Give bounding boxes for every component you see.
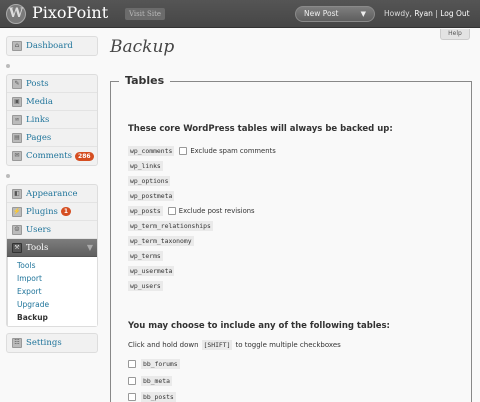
- core-table-row: [128, 250, 163, 261]
- logout-link[interactable]: Log Out: [440, 9, 470, 18]
- core-table-row: [128, 220, 213, 231]
- chevron-down-icon[interactable]: ▼: [86, 243, 93, 252]
- site-title: PixoPoint: [32, 3, 109, 22]
- submenu-item-upgrade[interactable]: Upgrade: [17, 300, 50, 309]
- optional-table-row: [128, 375, 172, 386]
- table-name: wp_postmeta: [130, 191, 173, 200]
- exclude-spam-checkbox[interactable]: [179, 147, 187, 155]
- optional-tables-heading: You may choose to include any of the following tables:: [128, 321, 390, 331]
- submenu-item-import[interactable]: Import: [17, 274, 42, 283]
- menu-label-settings: Settings: [26, 338, 62, 348]
- menu-label-tools: Tools: [26, 242, 49, 253]
- comment-icon: ✉: [12, 151, 22, 161]
- plugins-update-badge: 1: [61, 207, 71, 216]
- submenu-item-backup[interactable]: Backup: [17, 313, 48, 322]
- optional-table-row: [128, 358, 180, 369]
- menu-item-tools[interactable]: [7, 239, 97, 257]
- exclude-revisions-label[interactable]: Exclude post revisions: [178, 206, 255, 215]
- admin-sidebar: [6, 36, 98, 359]
- menu-label-users: Users: [26, 224, 51, 235]
- users-icon: ☺: [12, 225, 22, 235]
- appearance-icon: ◧: [12, 189, 22, 199]
- table-checkbox[interactable]: [128, 360, 136, 368]
- core-table-row: [128, 265, 174, 276]
- menu-group-dashboard: [6, 36, 98, 56]
- pages-icon: ▤: [12, 133, 22, 143]
- table-name: wp_term_taxonomy: [130, 236, 192, 245]
- table-checkbox[interactable]: [128, 377, 136, 385]
- table-name: wp_term_relationships: [130, 221, 211, 230]
- dashboard-icon: ⌂: [12, 41, 22, 51]
- media-icon: ▣: [12, 97, 22, 107]
- tools-icon: ⚒: [12, 243, 22, 253]
- new-post-dropdown[interactable]: [295, 6, 375, 22]
- pin-icon: ✎: [12, 79, 22, 89]
- core-tables-heading: These core WordPress tables will always be backed up:: [128, 124, 393, 134]
- link-icon: ∞: [12, 115, 22, 125]
- menu-label-posts: Posts: [26, 78, 49, 89]
- table-checkbox[interactable]: [128, 393, 136, 401]
- menu-separator: [6, 62, 98, 68]
- menu-label-appearance: Appearance: [26, 188, 78, 199]
- hint-text-before: Click and hold down: [128, 341, 199, 349]
- menu-item-pages[interactable]: [7, 129, 97, 147]
- table-name[interactable]: bb_meta: [143, 376, 170, 385]
- table-name: wp_options: [130, 176, 169, 185]
- greeting-separator: |: [435, 9, 438, 18]
- visit-site-button[interactable]: Visit Site: [125, 8, 165, 20]
- menu-separator: [6, 172, 98, 178]
- menu-item-media[interactable]: [7, 93, 97, 111]
- menu-group-settings: [6, 333, 98, 353]
- exclude-revisions-checkbox[interactable]: [168, 207, 176, 215]
- optional-table-row: [128, 391, 176, 402]
- admin-header: [0, 0, 480, 28]
- hint-text-after: to toggle multiple checkboxes: [235, 341, 341, 349]
- settings-icon: ☷: [12, 338, 22, 348]
- menu-label-dashboard: Dashboard: [26, 41, 73, 51]
- core-table-row: [128, 145, 276, 156]
- menu-item-links[interactable]: [7, 111, 97, 129]
- table-name: wp_comments: [130, 146, 173, 155]
- table-name: wp_users: [130, 281, 161, 290]
- table-name[interactable]: bb_forums: [143, 359, 178, 368]
- core-table-row: [128, 175, 170, 186]
- table-name: wp_usermeta: [130, 266, 173, 275]
- user-greeting: [384, 9, 470, 18]
- menu-item-appearance[interactable]: [7, 185, 97, 203]
- table-name[interactable]: bb_posts: [143, 392, 174, 401]
- exclude-spam-label[interactable]: Exclude spam comments: [190, 146, 276, 155]
- submenu-item-tools[interactable]: Tools: [17, 261, 36, 270]
- table-name: wp_links: [130, 161, 161, 170]
- menu-group-admin: [6, 184, 98, 327]
- menu-label-comments: Comments: [26, 151, 73, 161]
- menu-item-plugins[interactable]: [7, 203, 97, 221]
- page-title: Backup: [110, 37, 175, 57]
- menu-item-settings[interactable]: [7, 334, 97, 352]
- menu-item-comments[interactable]: [7, 147, 97, 165]
- chevron-down-icon: ▼: [360, 10, 366, 18]
- core-table-row: [128, 205, 255, 216]
- core-table-row: [128, 190, 174, 201]
- tools-submenu: [7, 257, 97, 326]
- tables-fieldset: [110, 74, 472, 402]
- comments-count-badge: 286: [75, 152, 94, 161]
- core-table-row: [128, 235, 194, 246]
- help-tab[interactable]: Help: [440, 29, 470, 40]
- username-link[interactable]: Ryan: [414, 9, 433, 18]
- howdy-text: Howdy,: [384, 9, 412, 18]
- menu-item-users[interactable]: [7, 221, 97, 239]
- menu-label-media: Media: [26, 96, 53, 107]
- menu-label-plugins: Plugins: [26, 206, 58, 217]
- table-name: wp_posts: [130, 206, 161, 215]
- shift-hint: [128, 340, 341, 350]
- tables-legend: Tables: [119, 74, 170, 87]
- menu-group-content: [6, 74, 98, 166]
- menu-item-posts[interactable]: [7, 75, 97, 93]
- menu-item-dashboard[interactable]: [7, 37, 97, 55]
- shift-key-label: [SHIFT]: [203, 341, 231, 349]
- plug-icon: ⚡: [13, 207, 21, 215]
- menu-label-pages: Pages: [26, 132, 52, 143]
- core-table-row: [128, 280, 163, 291]
- core-table-row: [128, 160, 163, 171]
- submenu-item-export[interactable]: Export: [17, 287, 42, 296]
- menu-label-links: Links: [26, 114, 50, 125]
- table-name: wp_terms: [130, 251, 161, 260]
- wordpress-logo-icon[interactable]: W: [6, 4, 26, 24]
- new-post-label: New Post: [304, 9, 339, 18]
